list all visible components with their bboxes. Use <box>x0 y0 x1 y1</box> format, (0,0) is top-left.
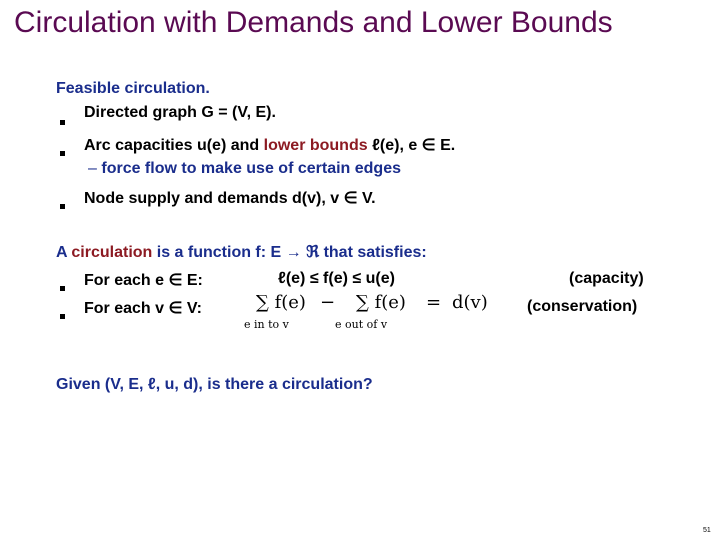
capacity-label: For each e ∈ E: <box>84 272 203 289</box>
sum-out-subscript: e out of v <box>335 318 388 331</box>
bullet-icon <box>60 120 65 125</box>
slide-title: Circulation with Demands and Lower Bounds <box>14 6 613 39</box>
circ-prefix: A <box>56 244 72 261</box>
arc-sub-text: force flow to make use of certain edges <box>101 160 401 177</box>
bullet-node <box>60 196 65 214</box>
conservation-label: For each v ∈ V: <box>84 300 202 317</box>
arc-text <box>84 135 455 155</box>
bullet-icon <box>60 151 65 156</box>
bullet-arc <box>60 143 65 161</box>
arc-lower-bounds: lower bounds <box>263 137 368 154</box>
feasible-heading: Feasible circulation. <box>56 80 210 97</box>
bullet-icon <box>60 314 65 319</box>
bullet-conservation <box>60 306 65 324</box>
circ-suffix: is a function f: E → ℜ that satisfies: <box>152 244 427 261</box>
sum-in-subscript: e in to v <box>244 318 289 331</box>
arc-suffix: ℓ(e), e ∈ E. <box>367 137 456 154</box>
circ-word: circulation <box>71 244 153 261</box>
capacity-tag: (capacity) <box>569 270 644 287</box>
sum-in: ∑ f(e) <box>256 292 306 313</box>
bullet-graph <box>60 112 65 130</box>
graph-text: Directed graph G = (V, E). <box>84 104 276 121</box>
bullet-icon <box>60 286 65 291</box>
page-number: 51 <box>703 527 711 534</box>
demand-term: d(v) <box>452 292 488 313</box>
node-text: Node supply and demands d(v), v ∈ V. <box>84 190 376 207</box>
arc-subpoint <box>88 160 401 178</box>
equals-sign: = <box>426 292 442 313</box>
question-text: Given (V, E, ℓ, u, d), is there a circulation? <box>56 376 373 393</box>
sum-out: ∑ f(e) <box>356 292 406 313</box>
capacity-expression: ℓ(e) ≤ f(e) ≤ u(e) <box>278 270 395 287</box>
minus-sign: − <box>320 292 336 313</box>
arc-prefix: Arc capacities u(e) and <box>84 137 264 154</box>
bullet-capacity <box>60 278 65 296</box>
conservation-tag: (conservation) <box>527 298 638 315</box>
dash-icon: – <box>88 160 97 177</box>
circulation-definition <box>56 242 427 262</box>
bullet-icon <box>60 204 65 209</box>
